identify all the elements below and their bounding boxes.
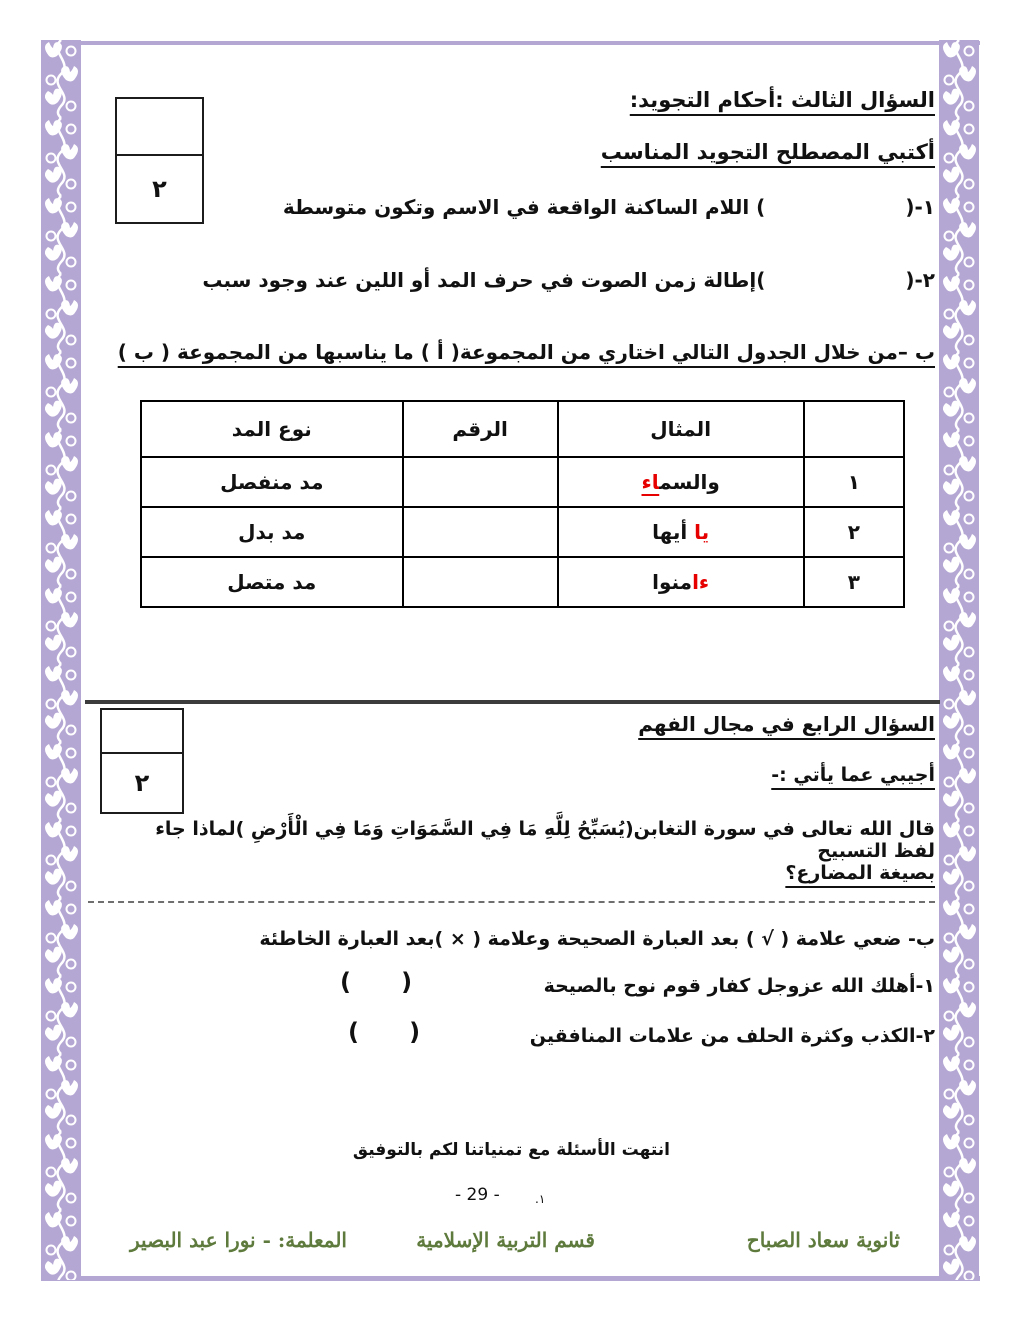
header-madd-type: نوع المد: [141, 401, 403, 457]
floral-border-left: [41, 40, 81, 1280]
header-example: المثال: [558, 401, 804, 457]
q4-question-line1: قال الله تعالى في سورة التغابن(يُسَبِّحُ لِلَّهِ مَا فِي السَّمَوَاتِ وَمَا فِي الْأَرْضِ )لماذا جاء لفظ التسبيح: [155, 818, 935, 862]
table-header-row: [141, 401, 904, 457]
q4-tf-item-1-answer-parens: ( ): [340, 968, 413, 996]
page-number: - 29 -: [455, 1185, 500, 1205]
row-2-madd-type: مد بدل: [141, 507, 403, 557]
q3-item-2-text: )إطالة زمن الصوت في حرف المد أو اللين عند وجود سبب: [202, 268, 766, 292]
q3-item-1: [283, 195, 935, 219]
q4-tf-item-2: ٢-الكذب وكثرة الحلف من علامات المنافقين: [529, 1025, 935, 1047]
row-2-number-blank: [403, 507, 558, 557]
answer-dashed-line: [88, 901, 935, 903]
score-box-q4: [100, 708, 184, 814]
q3-item-2-number: ٢-(: [905, 268, 935, 292]
row-3-example-black: منوا: [652, 570, 693, 594]
table-row: [141, 457, 904, 507]
q3-item-1-number: ١-(: [905, 195, 935, 219]
q4-tf-item-1: ١-أهلك الله عزوجل كفار قوم نوح بالصيحة: [543, 975, 935, 997]
row-1-index: ١: [804, 457, 904, 507]
score-box-q3: [115, 97, 204, 224]
frame-bottom-line: [41, 1276, 980, 1281]
school-name: ثانوية سعاد الصباح: [746, 1228, 900, 1252]
q3-item-2: [202, 268, 935, 292]
page-number-mark: ١.: [535, 1192, 546, 1206]
end-of-questions-text: انتهت الأسئلة مع تمنياتنا لكم بالتوفيق: [352, 1140, 670, 1160]
q3-subtitle: أكتبي المصطلح التجويد المناسب: [600, 140, 935, 164]
section-divider-line: [85, 700, 940, 704]
row-3-example: [558, 557, 804, 607]
row-2-index: ٢: [804, 507, 904, 557]
q3-item-1-text: ) اللام الساكنة الواقعة في الاسم وتكون متوسطة: [282, 195, 766, 219]
floral-vine-pattern-icon: [41, 40, 81, 1280]
score-box-q3-points: ٢: [152, 175, 167, 203]
q4-true-false-title: ب- ضعي علامة ( √ ) بعد العبارة الصحيحة وعلامة ( × )بعد العبارة الخاطئة: [259, 928, 935, 950]
q4-title: السؤال الرابع في مجال الفهم: [638, 712, 935, 736]
row-3-example-red-letters: ءا: [692, 570, 710, 594]
row-2-example: [558, 507, 804, 557]
teacher-name: المعلمة: - نورا عبد البصير: [130, 1228, 347, 1252]
madd-matching-table: [140, 400, 905, 608]
row-2-example-black: أيها: [652, 520, 695, 544]
row-3-madd-type: مد متصل: [141, 557, 403, 607]
q3-title: السؤال الثالث :أحكام التجويد:: [629, 88, 935, 112]
q4-tf-item-2-answer-parens: ( ): [348, 1018, 421, 1046]
header-number: الرقم: [403, 401, 558, 457]
row-1-madd-type: مد منفصل: [141, 457, 403, 507]
score-box-q4-empty-cell: [102, 710, 182, 754]
frame-top-line: [41, 41, 980, 45]
row-2-example-red-letters: يا: [694, 520, 710, 544]
table-row: [141, 557, 904, 607]
floral-border-right: [939, 40, 979, 1280]
row-3-index: ٣: [804, 557, 904, 607]
table-row: [141, 507, 904, 557]
header-index: [804, 401, 904, 457]
row-1-number-blank: [403, 457, 558, 507]
floral-vine-pattern-icon: [939, 40, 979, 1280]
score-box-q4-points: ٢: [134, 769, 150, 797]
department-name: قسم التربية الإسلامية: [416, 1228, 595, 1252]
q4-subtitle: أجيبي عما يأتي :-: [771, 764, 935, 786]
row-3-number-blank: [403, 557, 558, 607]
row-1-example-black: والسم‍: [659, 470, 720, 494]
row-1-example-red-letters: ‍اء: [641, 470, 660, 494]
score-box-q3-empty-cell: [117, 99, 202, 156]
q4-question-line2: بصيغة المضارع؟: [785, 862, 935, 884]
q3-part-b-title: ب –من خلال الجدول التالي اختاري من المجموعة( أ ) ما يناسبها من المجموعة ( ب ): [117, 340, 935, 364]
row-1-example: [558, 457, 804, 507]
